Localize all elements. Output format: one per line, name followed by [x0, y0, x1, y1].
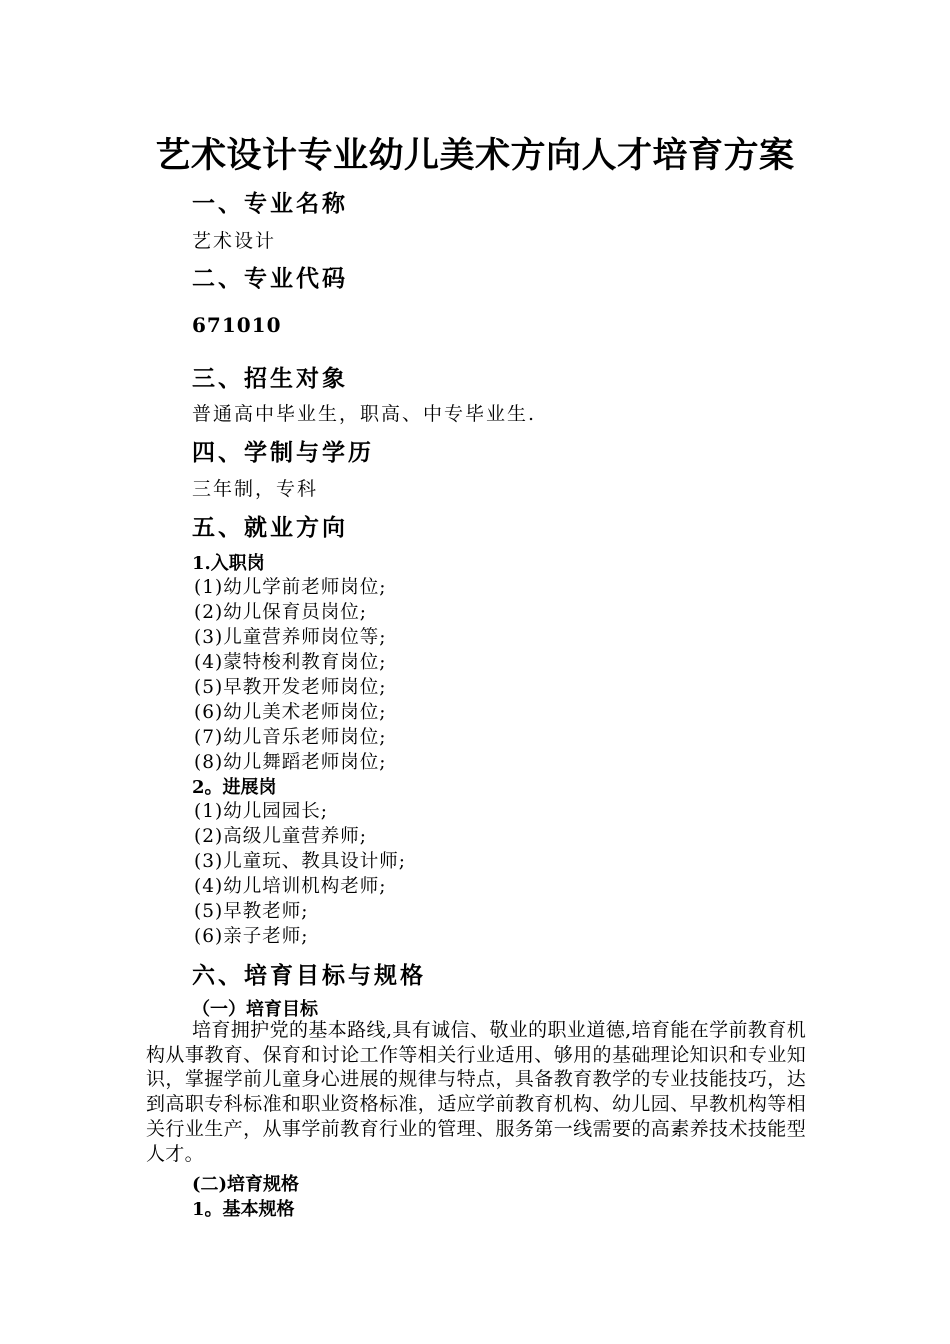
section-heading-training-goals: 六、培育目标与规格 [192, 962, 426, 989]
duration-value: 三年制，专科 [192, 478, 319, 500]
section-heading-duration: 四、学制与学历 [192, 439, 374, 466]
training-target-paragraph: 培育拥护党的基本路线,具有诚信、敬业的职业道德,培育能在学前教育机构从事教育、保育和讨论工作等相关行业适用、够用的基础理论知识和专业知识，掌握学前儿童身心进展的规律与特点，具备教育教学的专业技能技巧，达到高职专科标准和职业资格标准，适应学前教育机构、幼儿园、早教机构等相关行业生产，从事学前教育行业的管理、服务第一线需要的高素养技术技能型人才。 [146, 1019, 806, 1165]
section-heading-major-name: 一、专业名称 [192, 190, 348, 217]
enrollment-value: 普通高中毕业生，职高、中专毕业生. [192, 403, 537, 425]
list-item: (1)幼儿园园长; [194, 801, 328, 822]
section-heading-employment: 五、就业方向 [192, 514, 348, 541]
list-item: (5)早教老师; [194, 901, 309, 922]
subsection-training-target: （一）培育目标 [192, 999, 318, 1020]
list-item: (8)幼儿舞蹈老师岗位; [194, 752, 387, 773]
employment-group-entry-label: 1.入职岗 [192, 553, 265, 574]
major-name-value: 艺术设计 [192, 230, 277, 252]
employment-group-advance-label: 2。进展岗 [192, 777, 277, 798]
list-item: (1)幼儿学前老师岗位; [194, 577, 387, 598]
list-item: (7)幼儿音乐老师岗位; [194, 727, 387, 748]
list-item: (4)幼儿培训机构老师; [194, 876, 387, 897]
section-heading-enrollment: 三、招生对象 [192, 365, 348, 392]
subsection-basic-spec: 1。基本规格 [192, 1199, 295, 1220]
list-item: (5)早教开发老师岗位; [194, 677, 387, 698]
subsection-training-spec: (二)培育规格 [192, 1174, 300, 1195]
major-code-value: 671010 [192, 313, 282, 337]
list-item: (2)幼儿保育员岗位; [194, 602, 367, 623]
list-item: (2)高级儿童营养师; [194, 826, 367, 847]
list-item: (3)儿童营养师岗位等; [194, 627, 387, 648]
list-item: (6)亲子老师; [194, 926, 309, 947]
list-item: (4)蒙特梭利教育岗位; [194, 652, 387, 673]
list-item: (6)幼儿美术老师岗位; [194, 702, 387, 723]
document-title: 艺术设计专业幼儿美术方向人才培育方案 [155, 135, 795, 176]
section-heading-major-code: 二、专业代码 [192, 265, 348, 292]
list-item: (3)儿童玩、教具设计师; [194, 851, 406, 872]
